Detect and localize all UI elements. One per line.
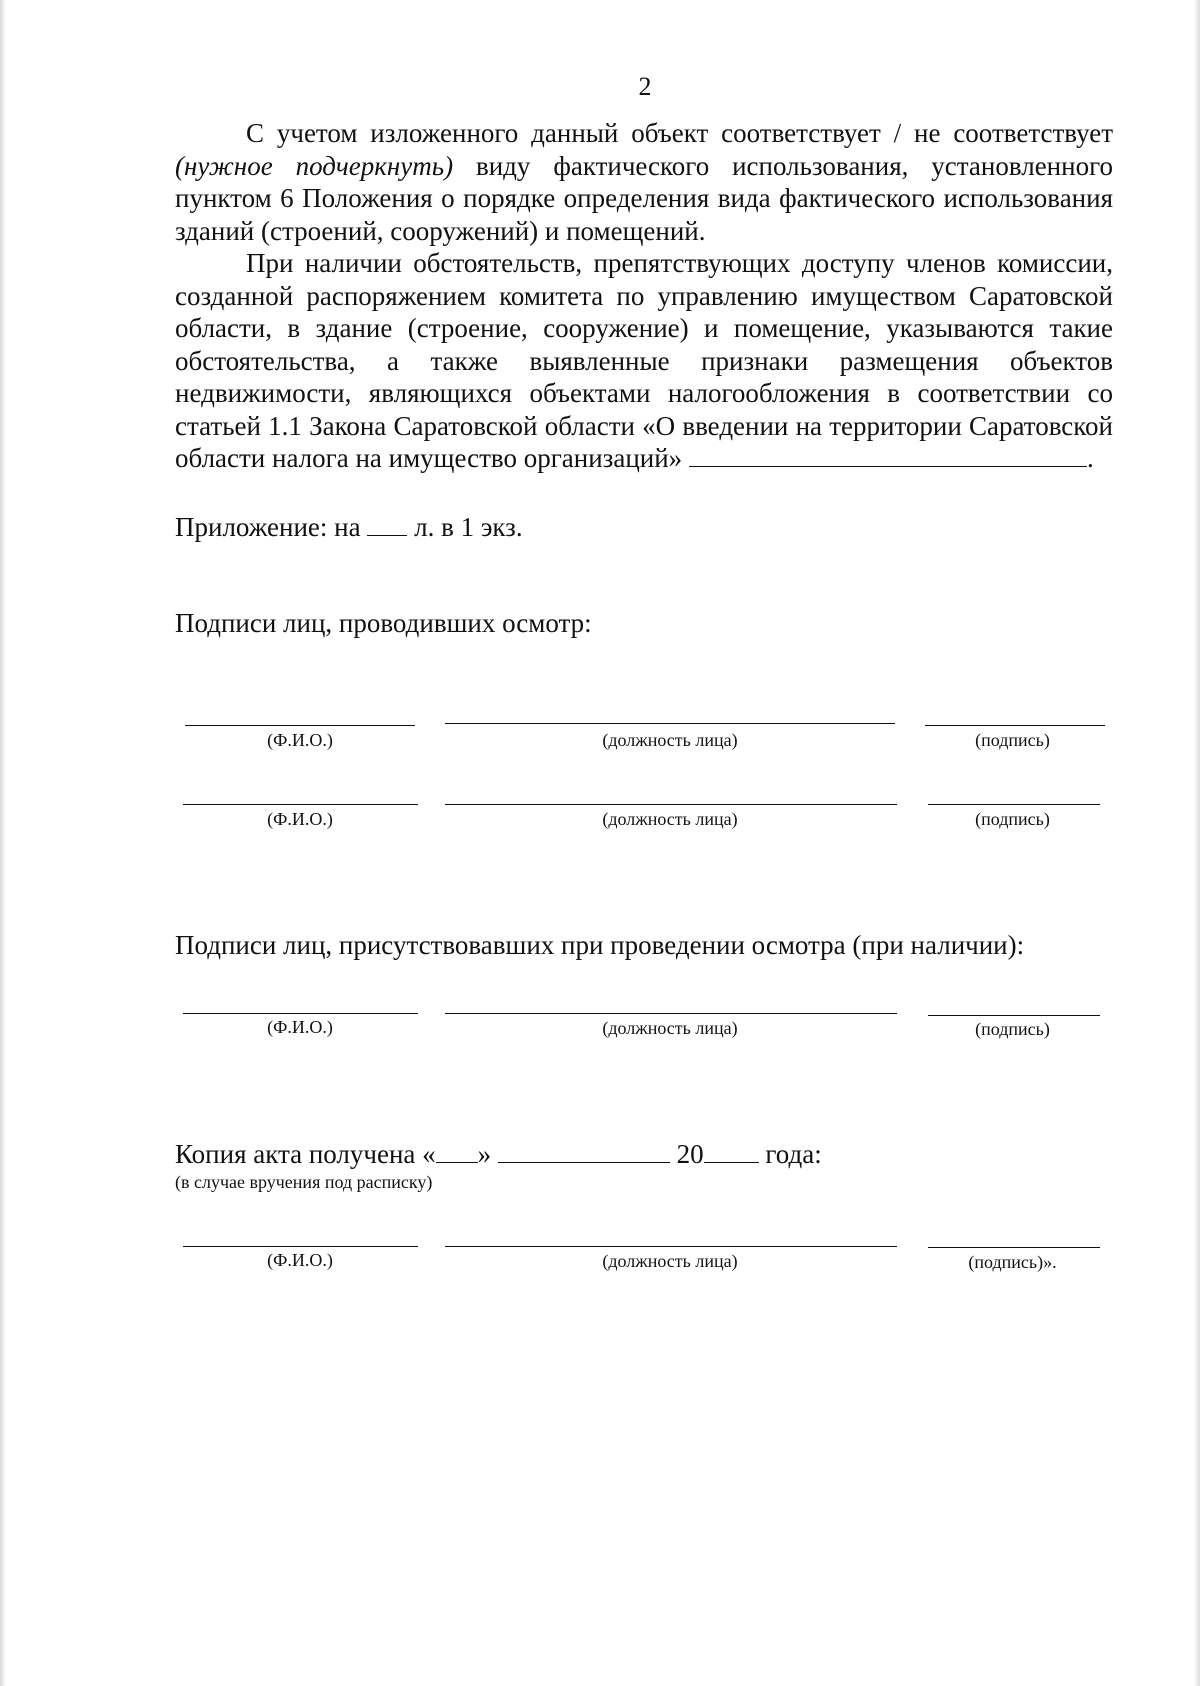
present-heading: Подписи лиц, присутствовавших при проведении осмотра (при наличии): [175, 930, 1025, 960]
copy-year-blank[interactable] [704, 1140, 759, 1163]
inspectors-heading: Подписи лиц, проводивших осмотр: [175, 608, 592, 638]
circumstances-blank-line[interactable] [689, 444, 1087, 467]
paragraph-circumstances [175, 247, 1113, 475]
attachment-suffix: л. в 1 экз. [414, 512, 523, 542]
attachment-line [175, 512, 523, 543]
copy-received-line [175, 1139, 822, 1170]
paragraph-compliance [175, 117, 1113, 247]
inspector2-position-line[interactable] [445, 804, 897, 805]
present1-signature-line[interactable] [928, 1015, 1100, 1016]
copy-year-prefix: 20 [676, 1139, 704, 1169]
copy-day-blank[interactable] [436, 1140, 478, 1163]
inspector1-position-line[interactable] [445, 723, 895, 724]
recipient-position-line[interactable] [445, 1246, 897, 1247]
inspector1-fio-caption: (Ф.И.О.) [267, 730, 333, 750]
inspector2-signature-caption: (подпись) [975, 809, 1050, 829]
copy-received-prefix: Копия акта получена « [175, 1139, 436, 1169]
page-number: 2 [638, 72, 652, 101]
present1-fio-line[interactable] [183, 1013, 418, 1014]
inspector1-signature-line[interactable] [925, 725, 1105, 726]
copy-received-quote-close: » [477, 1139, 492, 1169]
present1-signature-caption: (подпись) [975, 1019, 1050, 1039]
inspector1-position-caption: (должность лица) [602, 730, 738, 750]
copy-month-blank[interactable] [498, 1140, 670, 1163]
inspector2-signature-line[interactable] [928, 804, 1100, 805]
scan-edge-right [1194, 0, 1200, 1686]
paragraph-circumstances-text: При наличии обстоятельств, препятствующих доступу членов комиссии, созданной распоряжением комитета по управлению имуществом Саратовской области, в здание (строение, сооружение) и помещение, указываются такие обстоятельства, а также выявленные признаки размещения объектов недвижимости, являющихся объектами налогообложения в соответствии со статьей 1.1 Закона Саратовской области «О введении на территории Саратовской области налога на имущество организаций» [175, 248, 1113, 473]
attachment-pages-blank[interactable] [367, 513, 407, 536]
present1-position-caption: (должность лица) [602, 1018, 738, 1038]
paragraph-compliance-rest: виду фактического использования, установленного пунктом 6 Положения о порядке определения вида фактического использования зданий (строений, сооружений) и помещений. [175, 150, 1113, 246]
recipient-position-caption: (должность лица) [602, 1251, 738, 1271]
copy-received-note: (в случае вручения под расписку) [175, 1172, 433, 1192]
inspector1-signature-caption: (подпись) [975, 730, 1050, 750]
recipient-signature-line[interactable] [928, 1247, 1100, 1248]
paragraph-compliance-intro: С учетом изложенного данный объект соответствует / не соответствует [246, 118, 1113, 148]
recipient-signature-caption: (подпись)». [968, 1252, 1057, 1272]
recipient-fio-caption: (Ф.И.О.) [267, 1250, 333, 1270]
present1-position-line[interactable] [445, 1013, 897, 1014]
inspector2-position-caption: (должность лица) [602, 809, 738, 829]
inspector1-fio-line[interactable] [185, 725, 415, 726]
copy-received-suffix: года: [765, 1139, 822, 1169]
present1-fio-caption: (Ф.И.О.) [267, 1017, 333, 1037]
inspector2-fio-line[interactable] [183, 804, 418, 805]
attachment-prefix: Приложение: на [175, 512, 361, 542]
inspector2-fio-caption: (Ф.И.О.) [267, 809, 333, 829]
scan-edge-left [0, 0, 6, 1686]
recipient-fio-line[interactable] [183, 1246, 418, 1247]
paragraph-circumstances-end: . [1086, 443, 1094, 473]
paragraph-compliance-italic-note: (нужное подчеркнуть) [175, 150, 454, 181]
